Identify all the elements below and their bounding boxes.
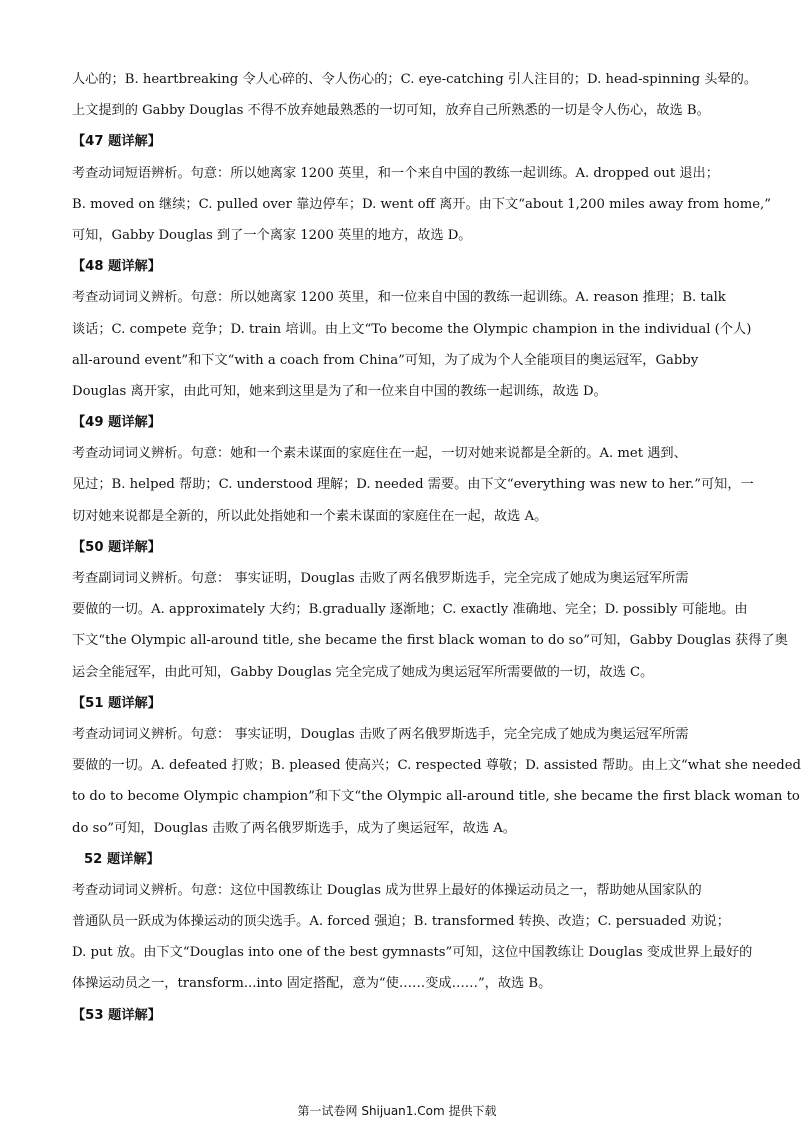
text-line: 人心的；B. heartbreaking 令人心碎的、令人伤心的；C. eye-catching 引人注目的；D. head-spinning 头晕的。 bbox=[72, 72, 758, 87]
text-line: 谈话；C. compete 竞争；D. train 培训。由上文“To become the Olympic champion in the individual (个人) bbox=[72, 321, 752, 337]
text-line: 见过；B. helped 帮助；C. understood 理解；D. needed 需要。由下文“everything was new to her.”可知，一 bbox=[72, 477, 754, 493]
text-line: Douglas 离开家，由此可知，她来到这里是为了和一位来自中国的教练一起训练，故选 D。 bbox=[72, 383, 607, 399]
text-line: do so”可知，Douglas 击败了两名俄罗斯选手，成为了奥运冠军，故选 A。 bbox=[72, 820, 516, 836]
text-line: 下文“the Olympic all-around title, she became the first black woman to do so”可知，Gabby Douglas 获得了奥 bbox=[72, 633, 788, 649]
text-line: 考查动词词义辨析。句意：她和一个素未谋面的家庭住在一起，一切对她来说都是全新的。A. met 遇到、 bbox=[72, 446, 687, 462]
text-line: 考查动词词义辨析。句意： 事实证明，Douglas 击败了两名俄罗斯选手，完全完成了她成为奥运冠军所需 bbox=[72, 726, 689, 742]
text-line: 考查动词短语辨析。句意：所以她离家 1200 英里，和一个来自中国的教练一起训练。A. dropped out 退出； bbox=[72, 165, 719, 181]
text-line: 考查动词词义辨析。句意：所以她离家 1200 英里，和一位来自中国的教练一起训练。A. reason 推理；B. talk bbox=[72, 290, 726, 306]
question-47-heading: 【47 题详解】 bbox=[72, 134, 161, 150]
text-line: B. moved on 继续；C. pulled over 靠边停车；D. went off 离开。由下文“about 1,200 miles away from home,” bbox=[72, 196, 771, 212]
question-49-heading: 【49 题详解】 bbox=[72, 415, 161, 431]
text-line: 考查副词词义辨析。句意： 事实证明，Douglas 击败了两名俄罗斯选手，完全完成了她成为奥运冠军所需 bbox=[72, 571, 689, 586]
text-line: 普通队员一跃成为体操运动的顶尖选手。A. forced 强迫；B. transformed 转换、改造；C. persuaded 劝说； bbox=[72, 914, 730, 930]
text-line: 体操运动员之一，transform...into 固定搭配，意为“使……变成……”，故选 B。 bbox=[72, 976, 552, 992]
question-51-heading: 【51 题详解】 bbox=[72, 695, 161, 711]
page-footer: 第一试卷网 Shijuan1.Com 提供下载 bbox=[297, 1104, 497, 1118]
text-line: 切对她来说都是全新的，所以此处指她和一个素未谋面的家庭住在一起，故选 A。 bbox=[72, 508, 548, 524]
text-line: 运会全能冠军，由此可知，Gabby Douglas 完全完成了她成为奥运冠军所需要做的一切，故选 C。 bbox=[72, 664, 654, 680]
text-line: to do to become Olympic champion”和下文“the Olympic all-around title, she became the first black woman to bbox=[72, 789, 800, 805]
text-line: 要做的一切。A. defeated 打败；B. pleased 使高兴；C. respected 尊敬；D. assisted 帮助。由上文“what she needed bbox=[72, 758, 801, 774]
question-50-heading: 【50 题详解】 bbox=[72, 539, 161, 555]
text-line: all-around event”和下文“with a coach from China”可知，为了成为个人全能项目的奥运冠军，Gabby bbox=[72, 352, 699, 368]
text-line: D. put 放。由下文“Douglas into one of the best gymnasts”可知，这位中国教练让 Douglas 变成世界上最好的 bbox=[72, 945, 753, 961]
question-53-heading: 【53 题详解】 bbox=[72, 1007, 161, 1023]
text-line: 考查动词词义辨析。句意：这位中国教练让 Douglas 成为世界上最好的体操运动员之一，帮助她从国家队的 bbox=[72, 882, 702, 898]
question-48-heading: 【48 题详解】 bbox=[72, 259, 161, 275]
text-line: 要做的一切。A. approximately 大约；B.gradually 逐渐地；C. exactly 准确地、完全；D. possibly 可能地。由 bbox=[72, 602, 748, 618]
answer-explanations bbox=[72, 64, 801, 1031]
text-line: 可知，Gabby Douglas 到了一个离家 1200 英里的地方，故选 D。 bbox=[72, 227, 472, 243]
text-line: 上文提到的 Gabby Douglas 不得不放弃她最熟悉的一切可知，放弃自己所熟悉的一切是令人伤心，故选 B。 bbox=[72, 103, 710, 119]
question-52-heading: 52 题详解】 bbox=[84, 851, 160, 867]
